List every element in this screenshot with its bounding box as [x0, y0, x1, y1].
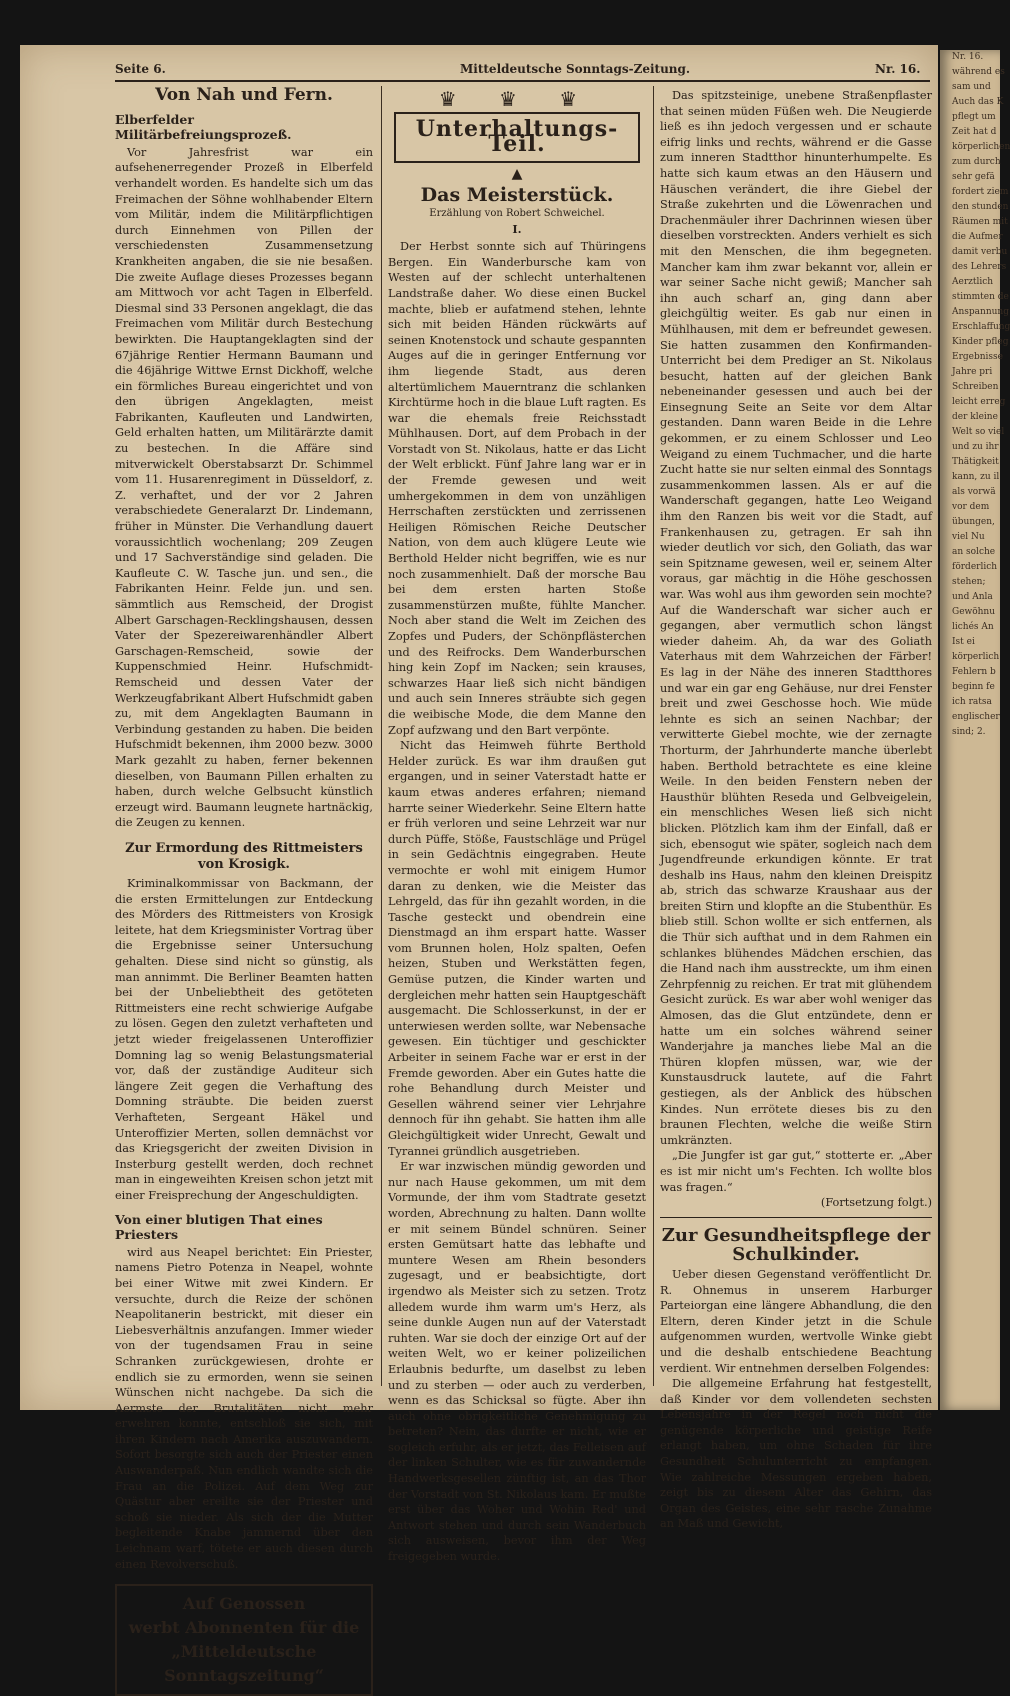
- fragment-line: stehen;: [952, 577, 986, 587]
- fragment-line: Erschlaffung: [952, 322, 1010, 332]
- fragment-line: Thätigkeit: [952, 457, 999, 467]
- story-text: Er war inzwischen mündig geworden und nur nach Hause gekommen, um mit dem Vormunde, der ihm vom Stadtrate gesetzt worden, Abrechnung zu halten. Dann wollte er mit seinem Bündel schnüren. Seiner ersten Gemütsart hatte das lebhafte und muntere Wesen am Rhein besonders zugesagt, und er beabsichtigte, dort irgendwo als Meister sich zu setzen. Trotz alledem wurde ihm warm um's Herz, als seine dunkle Augen nun auf der Vaterstadt ruhten. War sie doch der einzige Ort auf der weiten Welt, wo er keiner polizeilichen Erlaubnis bedurfte, um daselbst zu leben und zu sterben — oder auch zu verderben, wenn es das Schicksal so fügte. Aber ihn auch ohne obrigkeitliche Genehmigung zu betreten? Nein, das durfte er nicht, wie er sogleich erfuhr, als er jetzt, das Felleisen auf der linken Schulter, wie es für zuwandernde Handwerksgesellen zünftig ist, an das Thor der Vorstadt von St. Nikolaus kam. Er mußte erst über das Woher und Wohin Red' und Antwort stehen und durch sein Wanderbuch sich ausweisen, bevor ihm der Weg freigegeben wurde.: [388, 1160, 646, 1564]
- article-title: Von einer blutigen That eines Priesters: [115, 1211, 323, 1243]
- fragment-line: pflegt um: [952, 112, 996, 122]
- story-text: „Die Jungfer ist gar gut,“ stotterte er. „Aber es ist mir nicht um's Fechten. Ich wollte blos was fragen.“: [660, 1149, 932, 1194]
- fragment-line: englischer: [952, 712, 1000, 722]
- fragment-line: stimmten de: [952, 292, 1009, 302]
- section-banner: Unterhaltungs-Teil.: [394, 112, 640, 163]
- fragment-line: leicht erreg: [952, 397, 1006, 407]
- crown-ornament: ♛ ♛ ♛: [438, 87, 596, 111]
- article-title: Schulkinder.: [732, 1244, 860, 1266]
- story-text: Das spitzsteinige, unebene Straßenpflaster that seinen müden Füßen weh. Die Neugierde ließ es ihn jedoch vergessen und er schaute eifrig links und rechts, während er die Gasse zum inneren Stadtthor hinunterhumpelte. Es hatte sich kaum etwas an den Häusern und Häuschen verändert, die ihre Giebel der Straße zukehrten und die Löwenrachen und Drachenmäuler ihrer Dachrinnen wiesen über dieselben vorstreckten. Anders verhielt es sich mit den Menschen, die ihm begegneten. Mancher kam ihm zwar bekannt vor, allein er war seiner Sache nicht gewiß; Mancher sah ihn auch scharf an, ging dann aber gleichgültig weiter. Es gab nur einen in Mühlhausen, mit dem er befreundet gewesen. Sie hatten zusammen den Konfirmanden-Unterricht bei dem Prediger an St. Nikolaus besucht, hatten auf der gleichen Bank nebeneinander gesessen und auch bei der Einsegnung Seite an Seite vor dem Altar gestanden. Dann waren Beide in die Lehre gekommen, er zu einem Schlosser und Leo Weigand zu einem Tuchmacher, und die harte Zucht hatte sie nur selten einmal des Sonntags zusammenkommen lassen. Als er auf die Wanderschaft gegangen, hatte Leo Weigand ihm den Ranzen bis weit vor die Stadt, auf Frankenhausen zu, getragen. Er sah ihn wieder deutlich vor sich, den Goliath, das war sein Spitzname gewesen, weil er, seinem Alter voraus, gar mächtig in die Höhe geschossen war. Was wohl aus ihm geworden sein mochte? Auf die Wanderschaft war sicher auch er gegangen, aber vermutlich schon längst wieder daheim. Ah, da war des Goliath Vaterhaus mit dem Wahrzeichen der Färber! Es lag in der Nähe des inneren Stadtthores und war ein gar eng Gehäuse, nur drei Fenster breit und zwei Geschosse hoch. Wie müde lehnte es sich an seinen Nachbar; der verwitterte Giebel mochte, wie der zernagte Thorturm, der Jahrhunderte manche überlebt haben. Berthold betrachtete es eine kleine Weile. In den beiden Fenstern neben der Hausthür blühten Reseda und Gelbveigelein, ein menschliches Wesen ließ sich nicht blicken. Plötzlich kam ihm der Einfall, daß er sich, ebensogut wie später, sogleich nach dem Jugendfreunde erkundigen könnte. Er trat deshalb ins Haus, nahm den kleinen Dreispitz ab, strich das schwarze Kraushaar aus der breiten Stirn und klopfte an die Stubenthür. Es blieb still. Schon wollte er sich entfernen, als die Thür sich aufthat und in dem Rahmen ein schlankes blühendes Mädchen erschien, das die Hand nach ihm ausstreckte, um ihm einen Zehrpfennig zu reichen. Er trat mit glühendem Gesicht zurück. Es war aber wohl weniger das Almosen, das die Glut entzündete, denn er hatte um ein solches während seiner Wanderjahre ja manches liebe Mal an die Thüren klopfen müssen, war, wie der Kunstausdruck lautete, auf die Fahrt gestiegen, als der Anblick des hübschen Kindes. Nun errötete dieses bis zu den braunen Flechten, welche die weiße Stirn umkränzten.: [660, 89, 932, 1147]
- divider: [660, 1217, 932, 1218]
- header-rule: [115, 80, 930, 82]
- fragment-line: Zeit hat d: [952, 127, 997, 137]
- story-author: Erzählung von Robert Schweichel.: [429, 207, 605, 219]
- fragment-line: Gewöhnu: [952, 607, 996, 617]
- fragment-line: Aerztlich: [952, 277, 994, 287]
- fragment-line: ich ratsa: [952, 697, 992, 707]
- fragment-line: als vorwä: [952, 487, 996, 497]
- fragment-line: Kinder pfleg: [952, 337, 1009, 347]
- column-1: [115, 85, 373, 1696]
- article-text: Vor Jahresfrist war ein aufsehenerregender Prozeß in Elberfeld verhandelt worden. Es handelte sich um das Freimachen der Söhne wohlhabender Eltern vom Militär, indem die Militärpflichtigen durch Einnehmen von Pillen der verschiedensten Zusammensetzung Krankheiten angaben, die sie nie besaßen. Die zweite Auflage dieses Prozesses begann am Mittwoch vor acht Tagen in Elberfeld. Diesmal sind 33 Personen angeklagt, die das Freimachen vom Militär durch Bestechung bewirkten. Die Hauptangeklagten sind der 67jährige Rentier Hermann Baumann und die 46jährige Wittwe Ernst Dickhoff, welche ein förmliches Bureau eingerichtet und von den übrigen Angeklagten, meist Fabrikanten, Kaufleuten und Landwirten, Geld erhalten hatten, um Militärärzte damit zu bestechen. In die Affäre sind mitverwickelt Oberstabsarzt Dr. Schimmel vom 11. Husarenregiment in Düsseldorf, z. Z. verhaftet, und der vor 2 Jahren verabschiedete Generalarzt Dr. Lindemann, früher in Münster. Die Verhandlung dauert voraussichtlich wochenlang; 209 Zeugen und 17 Sachverständige sind geladen. Die Kaufleute C. W. Tasche jun. und sen., die Fabrikanten Heinr. Felde jun. und sen. sämmtlich aus Remscheid, der Drogist Albert Garschagen-Recklingshausen, dessen Vater der Spezereiwarenhändler Albert Garschagen-Remscheid, sowie der Kuppenschmied Heinr. Hufschmidt-Remscheid und dessen Vater der Werkzeugfabrikant Albert Hufschmidt gaben zu, mit dem Angeklagten Baumann in Verbindung gestanden zu haben. Die beiden Hufschmidt bekennen, ihm 2000 bezw. 3000 Mark gezahlt zu haben, ferner bekennen dieselben, von Baumann Pillen erhalten zu haben, durch welche Gelbsucht künstlich erzeugt wird. Baumann leugnete hartnäckig, die Zeugen zu kennen.: [115, 145, 373, 830]
- fragment-line: sind; 2.: [952, 727, 986, 737]
- column-2: [388, 88, 646, 1565]
- fragment-line: und Anla: [952, 592, 993, 602]
- ad-line: werbt Abonnenten für die: [128, 1618, 360, 1638]
- article-text: Die allgemeine Erfahrung hat festgestellt, daß Kinder vor dem vollendeten sechsten Lebensjahre in der Regel noch nicht die genügende körperliche und geistige Reife erlangt haben, um ohne Schaden für ihre Gesundheit Schulunterricht zu empfangen. Wie zahlreiche Messungen ergeben haben, zeigt bis zu diesem Alter das Gehirn, das Organ des Geistes, eine sehr rasche Zunahme an Maß und Gewicht,: [660, 1377, 932, 1531]
- fragment-line: Jahre pri: [952, 367, 993, 377]
- fragment-line: Räumen mit: [952, 217, 1008, 227]
- fragment-line: förderlich: [952, 562, 998, 572]
- fragment-line: übungen,: [952, 517, 995, 527]
- article-title: Zur Ermordung des Rittmeisters von Krosigk.: [125, 840, 363, 872]
- page-header: [115, 62, 930, 80]
- story-text: Nicht das Heimweh führte Berthold Helder zurück. Es war ihm draußen gut ergangen, und in seiner Vaterstadt hatte er kaum etwas anderes erfahren; niemand harrte seiner Wiederkehr. Seine Eltern hatte er früh verloren und seine Lehrzeit war nur durch Püffe, Stöße, Faustschläge und Prügel in sein Gedächtnis eingegraben. Heute vermochte er wohl mit einigem Humor daran zu denken, wie die Meister das Lehrgeld, das für ihn gezahlt worden, in die Tasche gesteckt und obendrein eine Dienstmagd an ihm erspart hatte. Wasser vom Brunnen holen, Holz spalten, Oefen heizen, Stuben und Werkstätten fegen, Gemüse putzen, die Kinder warten und dergleichen mehr hatten sein Hauptgeschäft ausgemacht. Die Schlosserkunst, in der er unterwiesen werden sollte, war Nebensache gewesen. Ein tüchtiger und geschickter Arbeiter in seinem Fache war er erst in der Fremde geworden. Aber ein Gutes hatte die rohe Behandlung durch Meister und Gesellen während seiner vier Lehrjahre dennoch für ihn gehabt. Sie hatten ihm alle Gleichgültigkeit wider Unrecht, Gewalt und Tyrannei gründlich ausgetrieben.: [388, 739, 646, 1158]
- continuation-note: (Fortsetzung folgt.): [820, 1196, 932, 1210]
- fragment-line: den stunden: [952, 202, 1009, 212]
- fragment-line: körperlich: [952, 652, 1000, 662]
- adjacent-page: [940, 50, 1010, 1410]
- issue-number: Nr. 16.: [875, 62, 921, 76]
- fragment-line: Fehlern b: [952, 667, 996, 677]
- page-number: Seite 6.: [115, 62, 166, 76]
- fragment-line: kann, zu il: [952, 472, 1000, 482]
- fragment-line: Ergebnisse: [952, 352, 1003, 362]
- fragment-line: Ist ei: [952, 637, 975, 647]
- fragment-line: vor dem: [952, 502, 990, 512]
- fragment-line: viel Nu: [952, 532, 985, 542]
- fragment-line: Auch das K: [952, 97, 1004, 107]
- chapter-number: I.: [512, 221, 522, 236]
- fragment-line: Welt so viel: [952, 427, 1005, 437]
- fragment-line: lichés An: [952, 622, 994, 632]
- article-title: Elberfelder Militärbefreiungsprozeß.: [115, 111, 292, 143]
- paper-title: Mitteldeutsche Sonntags-Zeitung.: [460, 62, 691, 76]
- article-title: Zur Gesundheitspflege der: [661, 1224, 931, 1246]
- fragment-line: und zu ihr: [952, 442, 999, 452]
- fragment-line: an solche: [952, 547, 996, 557]
- fragment-line: Schreiben: [952, 382, 999, 392]
- subscription-ad: [115, 1584, 373, 1696]
- column-rule: [653, 86, 654, 1386]
- fragment-line: sam und: [952, 82, 991, 92]
- fragment-line: damit verbu: [952, 247, 1008, 257]
- ad-line: „Mitteldeutsche Sonntagszeitung“: [164, 1642, 324, 1686]
- story-title: Das Meisterstück.: [420, 184, 614, 207]
- fragment-line: während es: [952, 67, 1005, 77]
- fragment-line: Nr. 16.: [952, 52, 984, 62]
- story-text: Der Herbst sonnte sich auf Thüringens Bergen. Ein Wanderbursche kam von Westen auf der schlecht unterhaltenen Landstraße daher. Wo diese einen Buckel machte, blieb er aufatmend stehen, lehnte sich mit beiden Händen rückwärts auf seinen Knotenstock und schaute gespannten Auges auf die in geringer Entfernung vor ihm liegende Stadt, aus deren altertümlichem Mauerntranz die schlanken Kirchtürme hoch in die blaue Luft ragten. Es war die ehemals freie Reichsstadt Mühlhausen. Dort, auf dem Probach in der Vorstadt von St. Nikolaus, hatte er das Licht der Welt erblickt. Fünf Jahre lang war er in der Fremde gewesen und weit umhergekommen in dem von unzähligen Herrschaften zerstückten und zerrissenen Heiligen Römischen Reiche Deutscher Nation, von dem auch klügere Leute wie Berthold Helder nicht begriffen, wie es nur noch zusammenhielt. Daß der morsche Bau bei dem ersten harten Stoße zusammenstürzen mußte, fühlte Mancher. Noch aber stand die Welt im Zeichen des Zopfes und Puders, der Schönpflästerchen und des Reifrocks. Dem Wanderburschen hing kein Zopf im Nacken; sein krauses, schwarzes Haar ließ sich nicht bändigen und auch sein Inneres sträubte sich gegen die weibische Mode, die dem Manne den Zopf aufzwang und den Bart verpönte.: [388, 240, 646, 737]
- fragment-line: beginn fe: [952, 682, 995, 692]
- fragment-line: die Aufmer: [952, 232, 1003, 242]
- fragment-line: sehr gefä: [952, 172, 995, 182]
- article-text: Ueber diesen Gegenstand veröffentlicht Dr. R. Ohnemus in unserem Harburger Parteiorgan eine längere Abhandlung, die den Eltern, deren Kinder jetzt in die Schule aufgenommen wurden, wertvolle Winke giebt und die deshalb entschiedene Beachtung verdient. Wir entnehmen derselben Folgendes:: [660, 1267, 932, 1375]
- article-text: Kriminalkommissar von Backmann, der die ersten Ermittelungen zur Entdeckung des Mörders des Rittmeisters von Krosigk leitete, hat dem Kriegsminister Vortrag über die Ergebnisse seiner Untersuchung gehalten. Diese sind nicht so günstig, als man annimmt. Die Berliner Beamten hatten bei der Unbeliebtheit des getöteten Rittmeisters eine recht schwierige Aufgabe zu lösen. Gegen den zuletzt verhafteten und jetzt wieder freigelassenen Unteroffizier Domning lag so wenig Belastungsmaterial vor, daß der zuständige Auditeur sich längere Zeit gegen die Verhaftung des Domning sträubte. Die beiden zuerst Verhafteten, Sergeant Häkel und Unteroffizier Merten, sollen demnächst vor das Kriegsgericht der zweiten Division in Insterburg gestellt werden, doch rechnet man in eingeweihten Kreisen schon jetzt mit einer Freisprechung der Angeschuldigten.: [115, 877, 373, 1202]
- article-text: wird aus Neapel berichtet: Ein Priester, namens Pietro Potenza in Neapel, wohnte bei einer Witwe mit zwei Kindern. Er versuchte, durch die Reize der schönen Neapolitanerin bestrickt, mit dieser ein Liebesverhältnis anzufangen. Immer wieder von der tugendsamen Frau in seine Schranken zurückgewiesen, drohte er endlich sie zu ermorden, wenn sie seinen Wünschen nicht nachgebe. Da sich die Aermste der Brutalitäten nicht mehr erwehren konnte, entschloß sie sich, mit ihren Kindern nach Amerika auszuwandern. Sofort besorgte sich auch der Priester einen Auswanderpaß. Nun endlich wandte sich die Frau an die Polizei. Auf dem Weg zur Quästur aber ereilte sie der Priester und schoß sie nieder. Als sich der die Mutter begleitende Knabe jammernd über den Leichnam warf, tötete er auch diesen durch einen Revolverschuß.: [115, 1245, 373, 1571]
- fragment-line: der kleine: [952, 412, 998, 422]
- column-rule: [381, 86, 382, 1386]
- triangle-ornament: ▲: [511, 165, 523, 182]
- fragment-line: zum durch: [952, 157, 1001, 167]
- section-heading: Von Nah und Fern.: [155, 85, 333, 105]
- fragment-line: Anspannung: [952, 307, 1009, 317]
- ad-line: Auf Genossen: [182, 1594, 306, 1614]
- fragment-line: fordert ziem: [952, 187, 1009, 197]
- fragment-line: körperlichen: [952, 142, 1010, 152]
- column-3: [660, 88, 932, 1532]
- fragment-line: des Lehrers: [952, 262, 1007, 272]
